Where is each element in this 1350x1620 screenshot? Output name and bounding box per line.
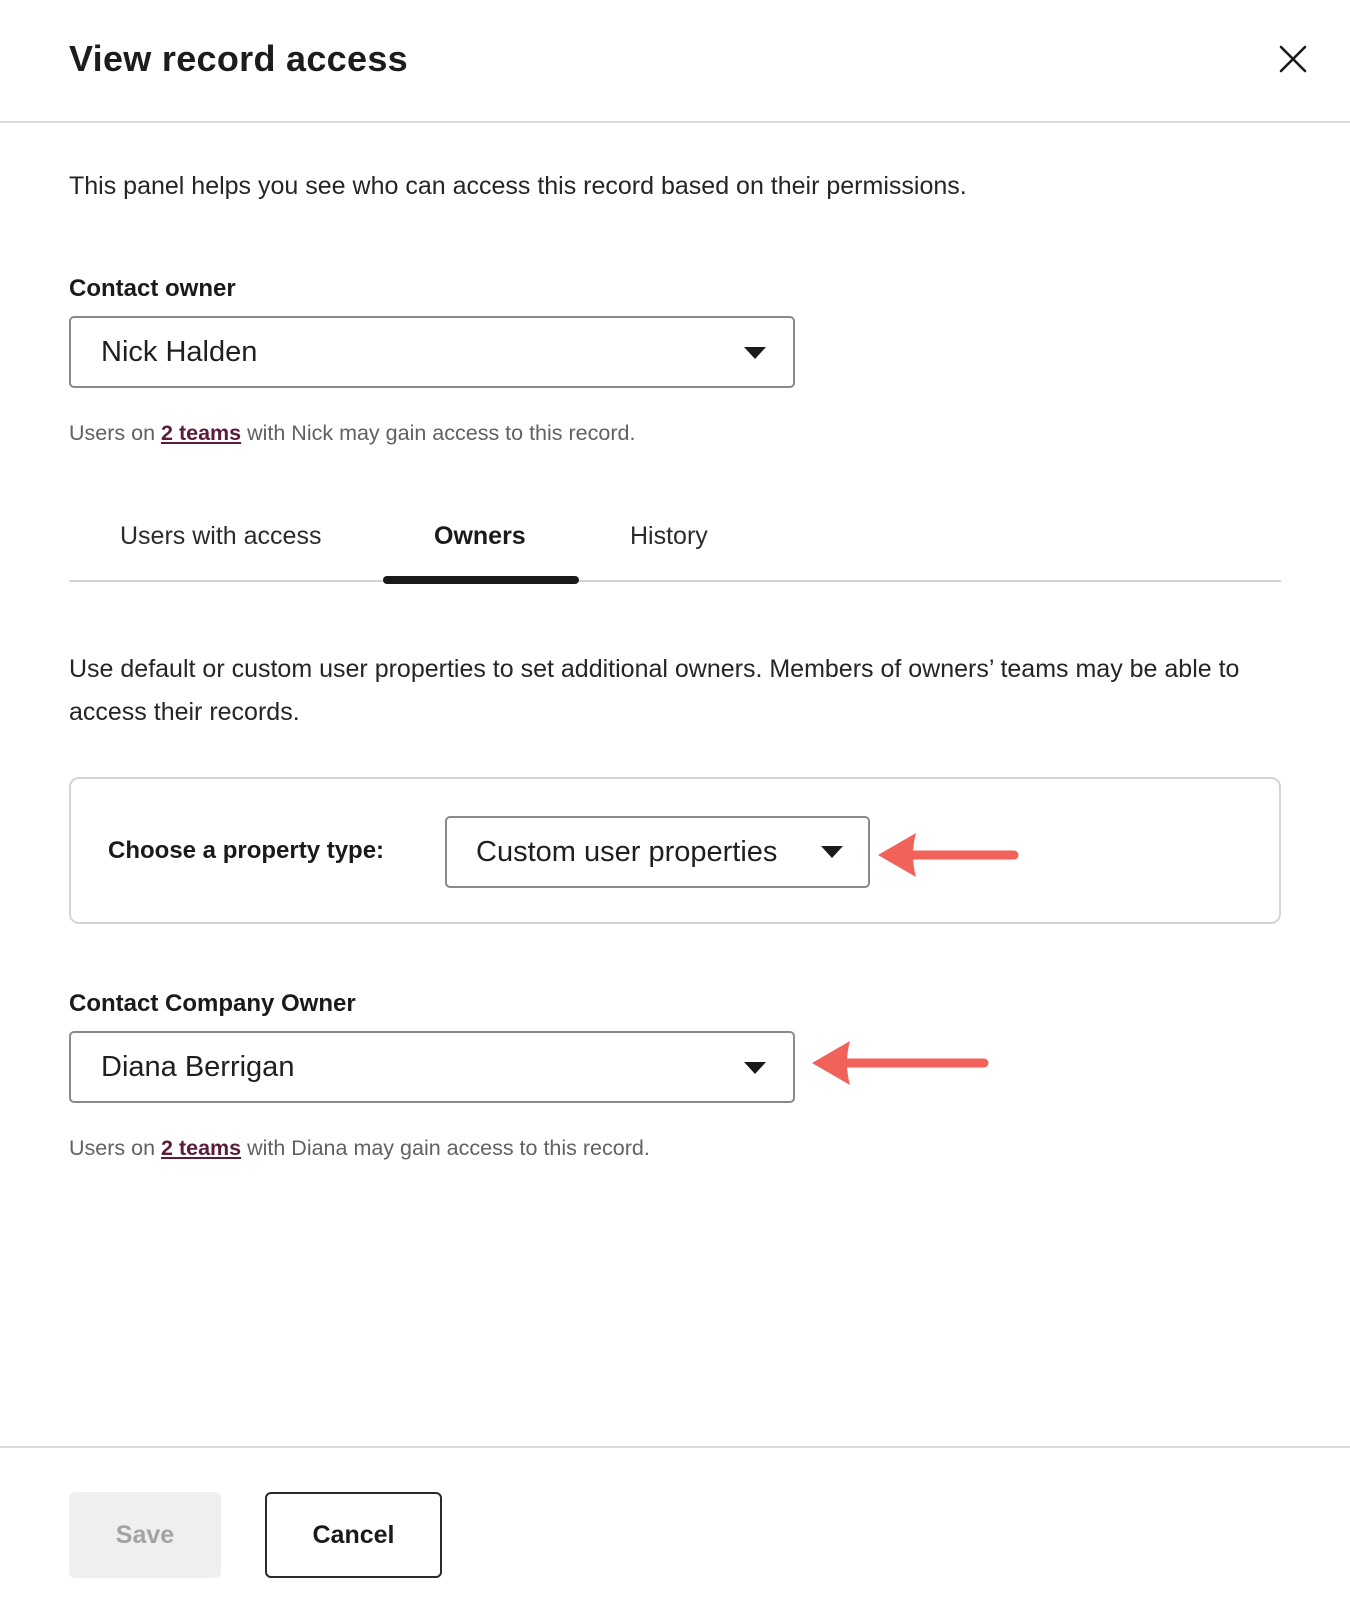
company-owner-label: Contact Company Owner (69, 990, 356, 1017)
chevron-down-icon (744, 1062, 766, 1074)
property-type-label: Choose a property type: (108, 837, 385, 864)
intro-text: This panel helps you see who can access this record based on their permissions. (69, 172, 967, 200)
active-tab-indicator (383, 576, 579, 584)
company-owner-help (69, 1136, 650, 1161)
contact-owner-value: Nick Halden (101, 336, 258, 368)
property-type-select[interactable] (445, 816, 870, 888)
tab-history[interactable]: History (630, 522, 708, 550)
close-icon[interactable] (1272, 38, 1314, 80)
contact-owner-label: Contact owner (69, 275, 236, 302)
panel-header (0, 0, 1350, 123)
company-owner-value: Diana Berrigan (101, 1051, 295, 1083)
owners-description: Use default or custom user properties to set additional owners. Members of owners’ teams may be able to access their records. (69, 655, 1240, 726)
teams-link[interactable]: 2 teams (161, 421, 242, 445)
contact-owner-select[interactable] (69, 316, 795, 388)
help-suffix: with Nick may gain access to this record. (241, 421, 636, 445)
contact-owner-help (69, 421, 635, 446)
tab-bar (69, 500, 1281, 582)
cancel-button[interactable]: Cancel (265, 1492, 442, 1578)
panel-title: View record access (69, 38, 408, 79)
teams-link[interactable]: 2 teams (161, 1136, 242, 1160)
property-type-box (69, 777, 1281, 924)
tab-users-with-access[interactable]: Users with access (120, 522, 322, 550)
help-suffix: with Diana may gain access to this record. (241, 1136, 650, 1160)
help-prefix: Users on (69, 421, 162, 445)
tab-owners[interactable]: Owners (434, 522, 526, 550)
property-type-value: Custom user properties (476, 836, 778, 868)
chevron-down-icon (821, 846, 843, 858)
save-button[interactable]: Save (69, 1492, 221, 1578)
help-prefix: Users on (69, 1136, 162, 1160)
chevron-down-icon (744, 347, 766, 359)
company-owner-select[interactable] (69, 1031, 795, 1103)
panel-footer (0, 1446, 1350, 1620)
annotation-arrow-icon (808, 1036, 990, 1092)
